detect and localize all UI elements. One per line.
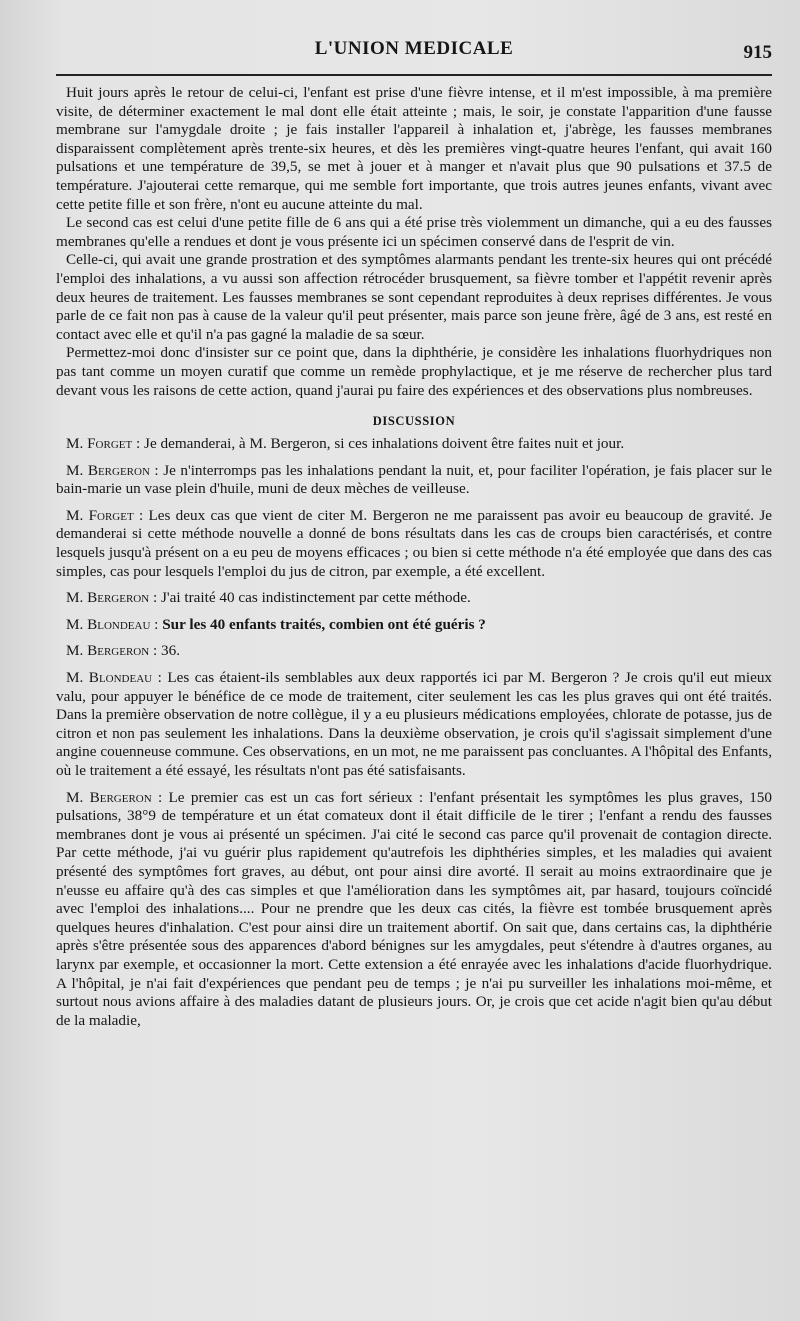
- page-number: 915: [743, 42, 772, 63]
- speaker-name: M. Bergeron :: [66, 788, 163, 806]
- exchange-paragraph: [56, 435, 772, 454]
- speech-text: Je demanderai, à M. Bergeron, si ces inhalations doivent être faites nuit et jour.: [144, 435, 625, 453]
- exchange-paragraph: [56, 589, 772, 608]
- speech-text: Sur les 40 enfants traités, combien ont été guéris ?: [162, 615, 486, 633]
- exchange-paragraph: [56, 669, 772, 781]
- speaker-name: M. Bergeron :: [66, 642, 158, 660]
- speaker-name: M. Bergeron :: [66, 589, 158, 607]
- paragraph-intro-3: Celle-ci, qui avait une grande prostration et des symptômes alarmants pendant les trente-six heures qui ont précédé l'emploi des inhalations, a vu aussi son affection rétrocéder brusquement, sa fièvre tomber et l'appétit revenir après deux heures de traitement. Les fausses membranes se sont cependant reproduites à deux reprises différentes. Je vous parle de ce fait non pas à cause de la valeur qu'il peut présenter, mais parce son jeune frère, âgé de 3 ans, est resté en contact avec elle et qu'il n'a pas gagné la maladie de sa sœur.: [56, 251, 772, 343]
- header-rule: [56, 74, 772, 76]
- discussion-heading: DISCUSSION: [372, 414, 456, 429]
- speaker-name: M. Blondeau :: [66, 615, 159, 633]
- exchange-paragraph: [56, 642, 772, 661]
- speech-text: Les deux cas que vient de citer M. Bergeron ne me paraissent pas avoir eu beaucoup de gravité. Je demanderai si cette méthode nouvelle a donné de bons résultats dans les cas de croups bien caractérisés, et contre lesquels jusqu'à présent on a eu peu de moyens efficaces ; ou bien si cette méthode n'a été employée que dans des cas simples, cas pour lesquels l'emploi du jus de citron, par exemple, a été excellent.: [56, 506, 772, 580]
- paragraph-intro-4: Permettez-moi donc d'insister sur ce point que, dans la diphthérie, je considère les inhalations fluorhydriques non pas tant comme un moyen curatif que comme un remède prophylactique, et je me réserve de rechercher plus tard devant vous les raisons de cette action, quand j'aurai pu faire des expériences et des observations plus nombreuses.: [56, 344, 772, 399]
- paragraph-intro-2: Le second cas est celui d'une petite fille de 6 ans qui a été prise très violemment un dimanche, qui a eu des fausses membranes qu'elle a rendues et dont je vous présente ici un spécimen conservé dans de l'esprit de vin.: [56, 214, 772, 250]
- speaker-name: M. Forget :: [66, 435, 141, 453]
- paragraph-intro-1: Huit jours après le retour de celui-ci, l'enfant est prise d'une fièvre intense, et il m'est impossible, à ma première visite, de déterminer exactement le mal dont elle était atteinte ; mais, le soir, je constate l'apparition d'une fausse membrane sur l'amygdale droite ; je fais installer l'appareil à inhalation et, j'abrège, les fausses membranes disparaissent complètement après trente-six heures, et dès les premières vingt-quatre heures l'enfant, qui avait 160 pulsations et une température de 39,5, se met à jouer et à manger et n'avait plus que 90 pulsations et 37.5 de température. J'ajouterai cette remarque, qui me semble fort importante, que trois autres jeunes enfants, vivant avec cette petite fille et son frère, n'ont eu aucune atteinte du mal.: [56, 84, 772, 213]
- speech-text: Les cas étaient-ils semblables aux deux rapportés ici par M. Bergeron ? Je crois qu'il eut mieux valu, pour appuyer le bénéfice de ce mode de traitement, citer seulement les cas les plus graves qui ont été traités. Dans la première observation de notre collègue, il y a eu plusieurs médications employées, chlorate de potasse, jus de citron et non pas seulement les inhalations. Dans la deuxième observation, je crois qu'il s'agissait simplement d'une angine couenneuse commune. Ces observations, en un mot, ne me paraissent pas concluantes. A l'hôpital des Enfants, où le traitement a été essayé, les résultats n'ont pas été satisfaisants.: [56, 669, 773, 779]
- running-header: [56, 38, 772, 72]
- exchange-paragraph: [56, 616, 772, 635]
- speech-text: 36.: [161, 642, 180, 660]
- exchange-paragraph: [56, 789, 772, 1031]
- exchange-paragraph: [56, 462, 772, 499]
- speech-text: J'ai traité 40 cas indistinctement par cette méthode.: [161, 589, 471, 607]
- speaker-name: M. Forget :: [66, 506, 144, 524]
- speaker-name: M. Bergeron :: [66, 461, 159, 479]
- speech-text: Je n'interromps pas les inhalations pendant la nuit, et, pour faciliter l'opération, je fais placer sur le bain-marie un vase plein d'huile, muni de deux mèches de veilleuse.: [56, 461, 772, 498]
- speaker-name: M. Blondeau :: [66, 669, 162, 687]
- exchange-paragraph: [56, 507, 772, 581]
- journal-title: L'UNION MEDICALE: [314, 38, 514, 59]
- speech-text: Le premier cas est un cas fort sérieux : l'enfant présentait les symptômes les plus graves, 150 pulsations, 38°9 de température et un état comateux dont il était difficile de le tirer ; l'enfant a rendu des fausses membranes dont je vous ai présenté un spécimen. J'ai cité le second cas parce qu'il provenait de contagion directe. Par cette méthode, j'ai vu guérir plus rapidement qu'autrefois les diphthéries simples, et les maladies qui avaient présenté des symptômes fort graves, au début, ont pour ainsi dire avorté. Il serait au moins extraordinaire que je n'eusse eu affaire qu'à des cas simples et que l'amélioration dans les symptômes ait, par hasard, toujours coïncidé avec l'emploi des inhalations.... Pour ne prendre que les deux cas cités, la fièvre est tombée brusquement après quelques heures d'inhalation. C'est pour ainsi dire un traitement abortif. On sait que, dans certains cas, la diphthérie après s'être présentée sous des apparences d'abord bénignes sur les amygdales, peut s'étendre à d'autres organes, au larynx par exemple, et occasionner la mort. Cette extension a été enrayée avec les inhalations d'acide fluorhydrique. A l'hôpital, je n'ai fait d'expériences que pendant peu de temps ; je n'ai pu surveiller les inhalations moi-même, et surtout nous avions affaire à des maladies datant de plusieurs jours. Or, je crois que cet acide n'agit bien qu'au début de la maladie,: [56, 788, 772, 1029]
